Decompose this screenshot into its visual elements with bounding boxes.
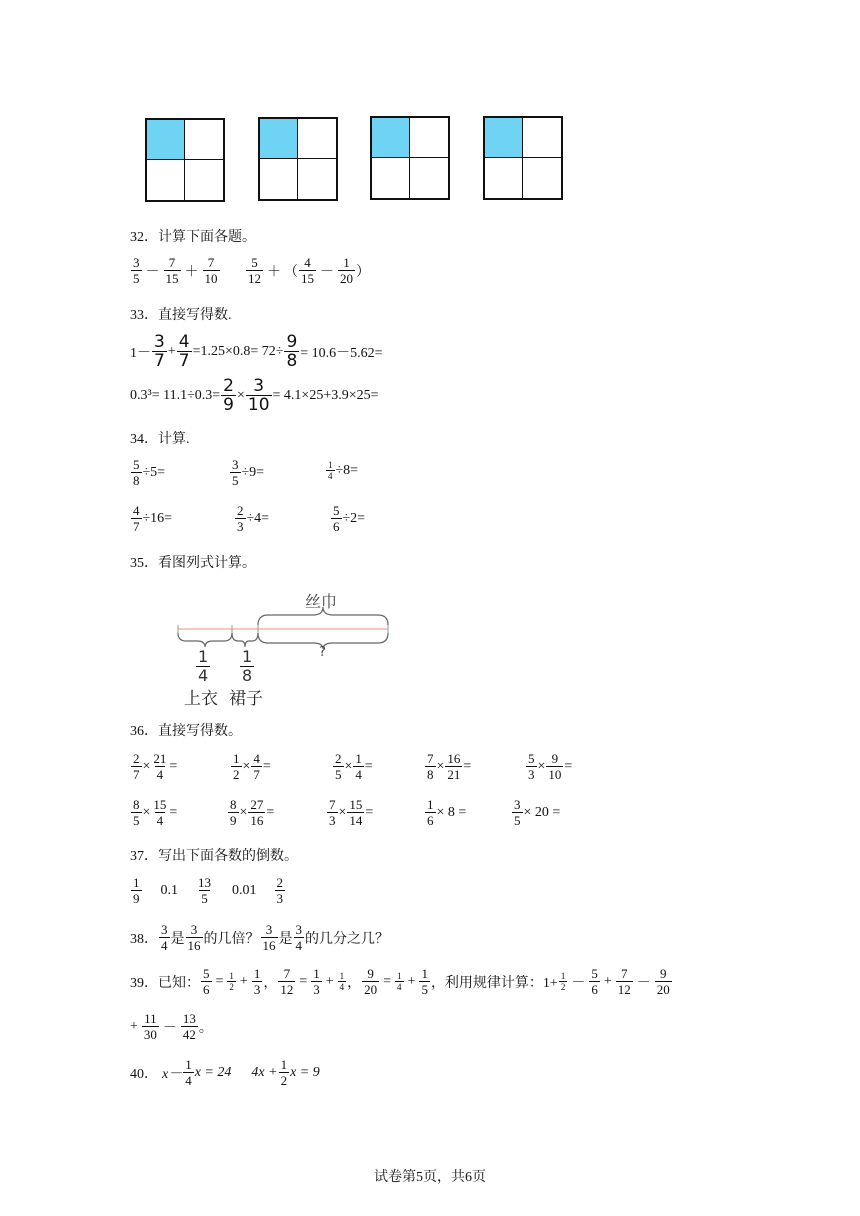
quarter-square-3	[370, 116, 450, 200]
q36-item-5: $\frac{5}{3}$ × $\frac{9}{10}$ =	[528, 751, 573, 782]
quarter-square-1	[145, 118, 225, 202]
q36-item-4: $\frac{7}{8}$ × $\frac{16}{21}$ =	[427, 751, 472, 782]
q36-item-8: $\frac{7}{3}$ × $\frac{15}{14}$ =	[329, 797, 374, 828]
q36-item-2: $\frac{1}{2}$ × $\frac{4}{7}$ =	[233, 751, 271, 782]
q34-item-4: $\frac{4}{7}$ ÷16=	[133, 503, 173, 534]
q36-item-1: $\frac{2}{7}$ × $\frac{21}{4}$ =	[133, 751, 178, 782]
top-label: 上衣	[184, 689, 218, 709]
q40-equations: 40． x－ $\frac{1}{4}$ x = 24 4x + $\frac{1}{2}$ x = 9	[130, 1057, 320, 1088]
q37-numbers: $\frac{1}{9}$ 0.1 $\frac{13}{5}$ 0.01 $\frac{2}{3}$	[133, 875, 283, 906]
quarter-square-4	[483, 116, 563, 200]
q37-label: 37．写出下面各数的倒数。	[130, 849, 298, 864]
q36-item-3: $\frac{2}{5}$ × $\frac{1}{4}$ =	[335, 751, 373, 782]
q33-row-1: 1－ $\frac{3}{7}$ + $\frac{4}{7}$ = 1.25×0.8= 72÷ $\frac{9}{8}$ = 10.6－5.62=	[130, 332, 383, 371]
scarf-label: 丝巾	[305, 592, 338, 611]
q33-label: 33．直接写得数.	[130, 308, 232, 323]
q34-item-3: $\frac{1}{4}$ ÷8=	[328, 460, 359, 481]
q36-item-6: $\frac{8}{5}$ × $\frac{15}{4}$ =	[133, 797, 178, 828]
page-footer: 试卷第5页，共6页	[374, 1170, 486, 1185]
skirt-label: 裙子	[229, 689, 263, 709]
q34-label: 34．计算.	[130, 432, 190, 447]
quarter-square-2	[258, 117, 338, 201]
q39-line-2: + $\frac{11}{30}$ － $\frac{13}{42}$ 。	[130, 1011, 213, 1042]
q36-label: 36．直接写得数。	[130, 724, 242, 739]
q36-item-7: $\frac{8}{9}$ × $\frac{27}{16}$ =	[230, 797, 275, 828]
q32-expr-2: $\frac{5}{12}$ ＋ （ $\frac{4}{15}$ － $\frac{1}{20}$ ）	[248, 255, 370, 286]
shaded-cell	[485, 118, 523, 158]
q32-label: 32．计算下面各题。	[130, 230, 256, 245]
q34-item-5: $\frac{2}{3}$ ÷4=	[237, 503, 270, 534]
shaded-cell	[372, 118, 410, 158]
top-fraction: $\frac{1}{4}$	[198, 647, 209, 685]
q33-row-2: 0.3³= 11.1÷0.3= $\frac{2}{9}$ × $\frac{3}{10}$ = 4.1×25+3.9×25=	[130, 376, 379, 415]
q38-question: 38． $\frac{3}{4}$ 是 $\frac{3}{16}$ 的几倍？ $\frac{3}{16}$ 是 $\frac{3}{4}$ 的几分之几？	[130, 922, 389, 953]
q34-item-1: $\frac{5}{8}$ ÷5=	[133, 457, 166, 488]
shaded-cell	[260, 119, 298, 159]
q36-item-9: $\frac{1}{6}$ × 8 =	[427, 797, 467, 828]
shaded-cell	[147, 120, 185, 160]
q32-expr-1: $\frac{3}{5}$ － $\frac{7}{15}$ ＋ $\frac{7}{10}$	[133, 255, 218, 286]
q34-item-6: $\frac{5}{6}$ ÷2=	[333, 503, 366, 534]
skirt-fraction: $\frac{1}{8}$	[242, 647, 253, 685]
q35-label: 35．看图列式计算。	[130, 556, 256, 571]
unknown-mark: ?	[319, 645, 326, 660]
q34-item-2: $\frac{3}{5}$ ÷9=	[232, 457, 265, 488]
q39-line-1: 39．已知： $\frac{5}{6}$ = $\frac{1}{2}$ + $\frac{1}{3}$ ， $\frac{7}{12}$ = $\frac{1}{3}$ + $\frac{1}{4}$ ， $\frac{9}{20}$ = $\frac{1}{4}$ + $\frac{1}{5}$ ，利用规律计算：1+ $\frac{1}{2}$ － $\frac{5}{6}$ + $\frac{7}{12}$ － $\frac{9}{20}$	[130, 966, 670, 997]
q36-item-10: $\frac{3}{5}$ × 20 =	[514, 797, 561, 828]
